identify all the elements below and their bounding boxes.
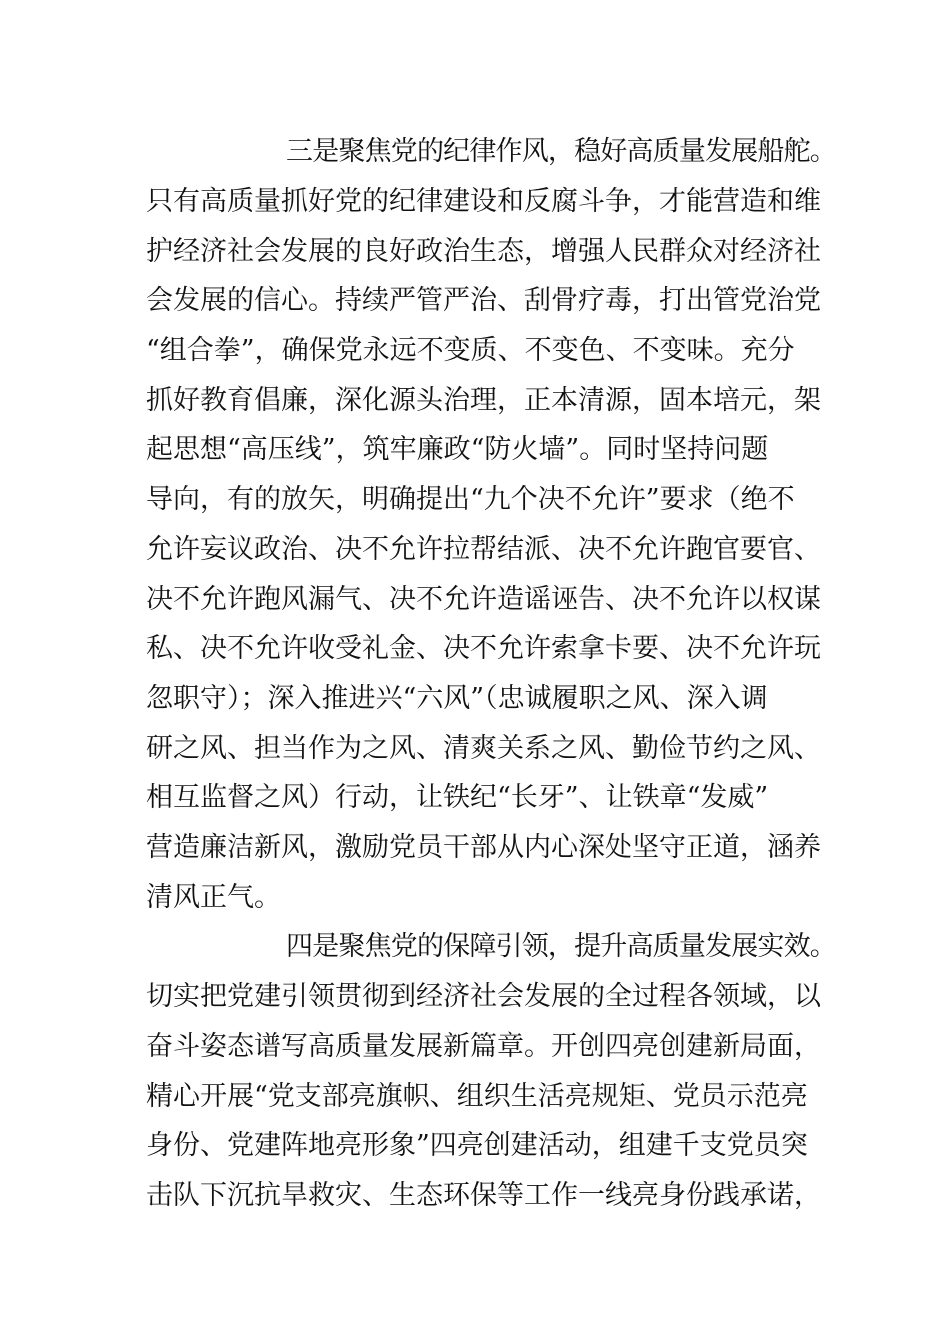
paragraph-text-line: 奋斗姿态谱写高质量发展新篇章。开创四亮创建新局面， [146,1031,821,1062]
paragraph-text-line: 私、决不允许收受礼金、决不允许索拿卡要、决不允许玩 [146,633,821,664]
paragraph-text-line: 决不允许跑风漏气、决不允许造谣诬告、决不允许以权谋 [146,584,821,615]
paragraph-text-line: 抓好教育倡廉，深化源头治理，正本清源，固本培元，架 [146,385,821,416]
paragraph-text-line: 忽职守）；深入推进兴“六风”（忠诚履职之风、深入调 [146,683,768,714]
paragraph-heading-line: 三是聚焦党的纪律作风，稳好高质量发展船舵。 [286,136,836,167]
paragraph-text-line: 护经济社会发展的良好政治生态，增强人民群众对经济社 [146,236,821,267]
paragraph-text-line: 身份、党建阵地亮形象”四亮创建活动，组建千支党员突 [146,1130,808,1161]
paragraph-text-line: 击队下沉抗旱救灾、生态环保等工作一线亮身份践承诺， [146,1180,821,1211]
paragraph-heading-line: 四是聚焦党的保障引领，提升高质量发展实效。 [286,931,836,962]
paragraph-text-line: 会发展的信心。持续严管严治、刮骨疗毒，打出管党治党 [146,285,821,316]
paragraph-text-line: 研之风、担当作为之风、清爽关系之风、勤俭节约之风、 [146,733,821,764]
paragraph-text-line: 起思想“高压线”，筑牢廉政“防火墙”。同时坚持问题 [146,434,769,465]
paragraph-text-line: 允许妄议政治、决不允许拉帮结派、决不允许跑官要官、 [146,534,821,565]
paragraph-text-line: 精心开展“党支部亮旗帜、组织生活亮规矩、党员示范亮 [146,1081,808,1112]
paragraph-text-line: 只有高质量抓好党的纪律建设和反腐斗争，才能营造和维 [146,186,821,217]
paragraph-text-line: 清风正气。 [146,882,281,913]
paragraph-text-line: 营造廉洁新风，激励党员干部从内心深处坚守正道，涵养 [146,832,821,863]
paragraph-text-line: 导向，有的放矢，明确提出“九个决不允许”要求（绝不 [146,484,795,515]
paragraph-text-line: 相互监督之风）行动，让铁纪“长牙”、让铁章“发威” [146,782,769,813]
paragraph-text-line: “组合拳”，确保党永远不变质、不变色、不变味。充分 [146,335,795,366]
paragraph-text-line: 切实把党建引领贯彻到经济社会发展的全过程各领域，以 [146,981,821,1012]
